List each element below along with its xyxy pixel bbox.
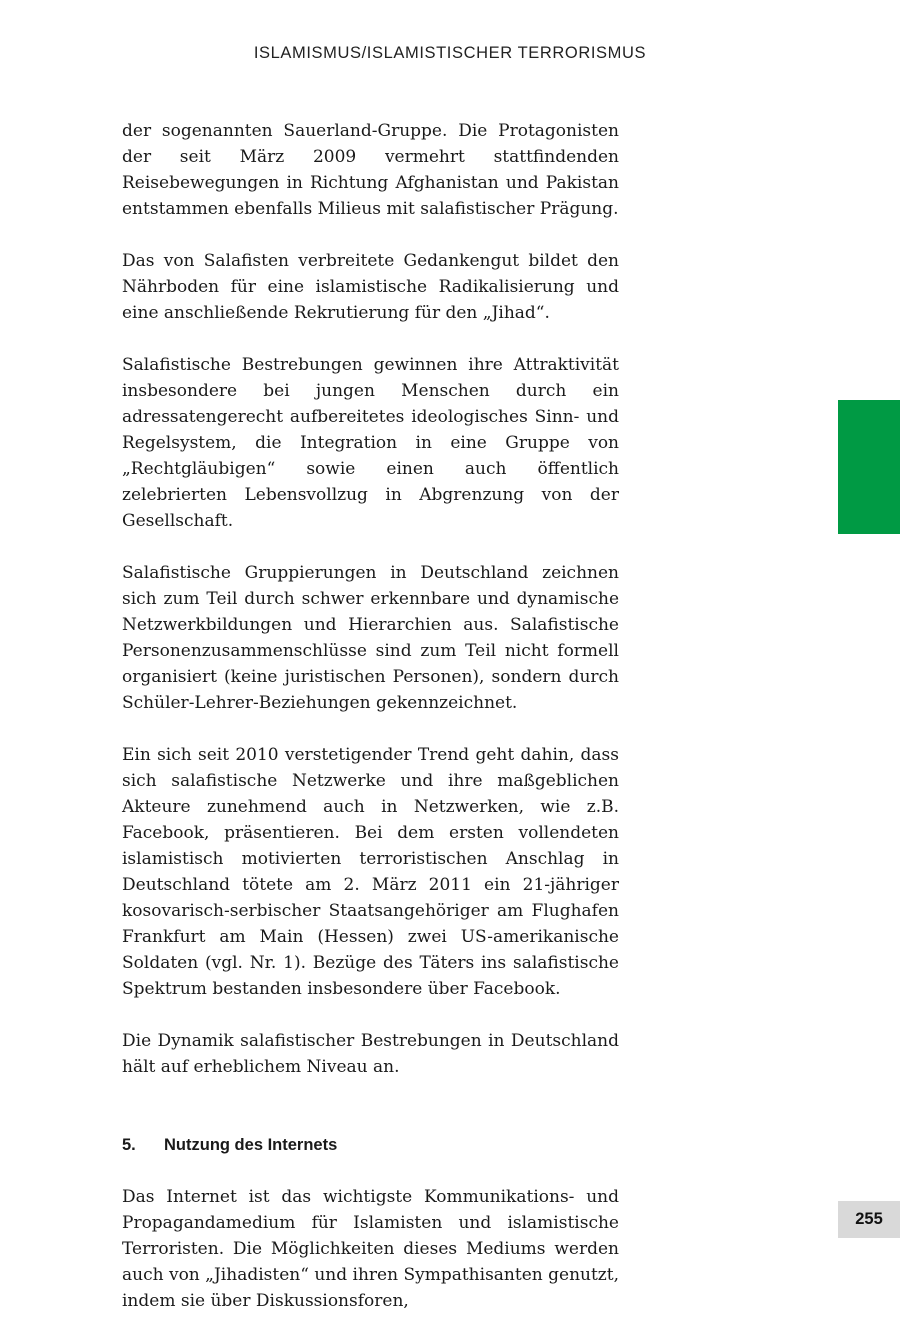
running-header [0, 44, 900, 63]
section-title: Nutzung des Internets [164, 1136, 338, 1154]
paragraph: Ein sich seit 2010 verstetigender Trend geht dahin, dass sich salafistische Netzwerke und ihre maßgeblichen Akteure zunehmend auch in Netzwerken, wie z.B. Facebook, präsentieren. Bei dem ersten vollendeten islamistisch motivierten terroristischen Anschlag in Deutschland tötete am 2. März 2011 ein 21-jähriger kosovarisch-serbischer Staatsangehöriger am Flughafen Frankfurt am Main (Hessen) zwei US-amerikanische Soldaten (vgl. Nr. 1). Bezüge des Täters ins salafistische Spektrum bestanden insbesondere über Facebook. [122, 745, 619, 999]
section-number: 5. [122, 1136, 136, 1154]
page-number: 255 [855, 1210, 883, 1228]
running-header-title: ISLAMISMUS/ISLAMISTISCHER TERRORISMUS [253, 44, 647, 62]
paragraph: Die Dynamik salafistischer Bestrebungen in Deutschland hält auf erheblichem Niveau an. [122, 1031, 619, 1077]
paragraph: der sogenannten Sauerland-Gruppe. Die Protagonisten der seit März 2009 vermehrt stattfindenden Reisebewegungen in Richtung Afghanistan und Pakistan entstammen ebenfalls Milieus mit salafistischer Prägung. [122, 121, 619, 219]
paragraph: Das von Salafisten verbreitete Gedankengut bildet den Nährboden für eine islamistische Radikalisierung und eine anschließende Rekrutierung für den „Jihad“. [122, 251, 619, 323]
page-number-box [838, 1201, 900, 1238]
chapter-tab-marker [838, 400, 900, 534]
paragraph: Das Internet ist das wichtigste Kommunikations- und Propagandamedium für Islamisten und islamistische Terroristen. Die Möglichkeiten dieses Mediums werden auch von „Jihadisten“ und ihren Sympathisanten genutzt, indem sie über Diskussionsforen, [122, 1187, 619, 1311]
section-heading [122, 1132, 619, 1158]
paragraph: Salafistische Gruppierungen in Deutschland zeichnen sich zum Teil durch schwer erkennbare und dynamische Netzwerkbildungen und Hierarchien aus. Salafistische Personenzusammenschlüsse sind zum Teil nicht formell organisiert (keine juristischen Personen), sondern durch Schüler-Lehrer-Beziehungen gekennzeichnet. [122, 563, 619, 713]
paragraph: Salafistische Bestrebungen gewinnen ihre Attraktivität insbesondere bei jungen Menschen durch ein adressatengerecht aufbereitetes ideologisches Sinn- und Regelsystem, die Integration in eine Gruppe von „Rechtgläubigen“ sowie einen auch öffentlich zelebrierten Lebensvollzug in Abgrenzung von der Gesellschaft. [122, 355, 619, 531]
page-body [122, 118, 619, 1340]
